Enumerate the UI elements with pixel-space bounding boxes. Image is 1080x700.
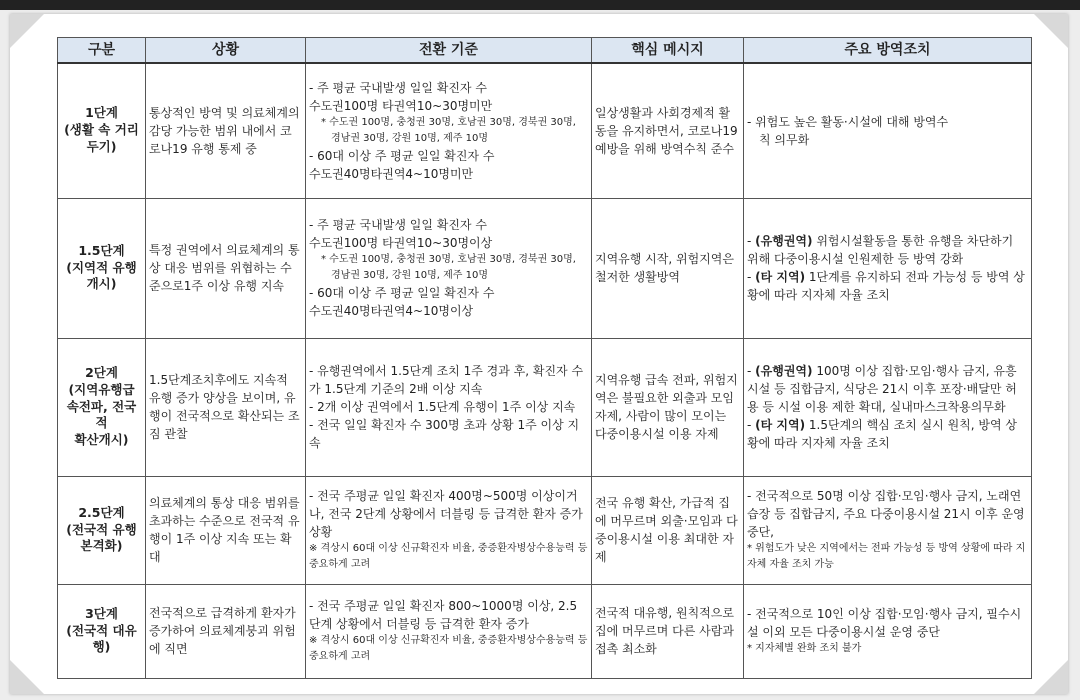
criteria-line: 수도권40명타권역4~10명미만 [309,166,474,181]
situation-cell: 특정 권역에서 의료체계의 통상 대응 범위를 위협하는 수준으로1주 이상 유행 지속 [146,198,306,338]
measure-text: 위험시설활동을 통한 유행을 차단하기 위해 다중이용시설 인원제한 등 방역 강화 [747,234,1014,266]
stage-cell [58,584,146,678]
measure-text: 1.5단계의 핵심 조치 실시 원칙, 방역 상황에 따라 지자체 자율 조치 [747,418,1017,450]
measure-line: - (유행권역) 100명 이상 집합·모임·행사 금지, 유흥시설 등 집합금지, 식당은 21시 이후 포장·배달만 허용 등 시설 이용 제한 확대, 실내마스크착용의무화 [747,364,1017,414]
distancing-stage-table [57,37,1032,679]
measure-lead: (타 지역) [755,418,806,432]
criteria-line: - 전국 주평균 일일 확진자 400명~500명 이상이거나, 전국 2단계 상황에서 더블링 등 급격한 환자 증가 상황 [309,489,583,539]
stage-cell [58,338,146,476]
measure-lead: (타 지역) [755,270,806,284]
criteria-note: 경남권 30명, 강원 10명, 제주 10명 [331,132,489,144]
stage-desc: 행) [92,639,111,655]
stage-name: 2.5단계 [78,504,125,520]
stage-cell [58,63,146,198]
criteria-note: ※ 격상시 60대 이상 신규확진자 비율, 중증환자병상수용능력 등 중요하게 고려 [309,543,588,570]
table-row [58,338,1032,476]
table-header-row [58,38,1032,64]
stage-desc: 본격화) [80,538,123,554]
stage-cell [58,476,146,584]
stage-name: 1.5단계 [78,242,125,258]
measure-text: 1단계를 유지하되 전파 가능성 등 방역 상황에 따라 지자체 자율 조치 [747,270,1025,302]
column-header: 핵심 메시지 [592,38,744,64]
measure-lead: (유행권역) [755,234,813,248]
criteria-line: - 유행권역에서 1.5단계 조치 1주 경과 후, 확진자 수가 1.5단계 기준의 2배 이상 지속 [309,364,584,396]
situation-cell: 의료체계의 통상 대응 범위를 초과하는 수준으로 전국적 유행이 1주 이상 지속 또는 확대 [146,476,306,584]
stage-desc: (전국적 유행 [66,521,137,537]
measures-cell [744,198,1032,338]
stage-desc: (지역유행급 [68,381,135,397]
stage-desc: 속전파, 전국적 [66,398,137,431]
measures-cell [744,63,1032,198]
criteria-note: * 수도권 100명, 충청권 30명, 호남권 30명, 경북권 30명, [321,254,576,265]
page-corner-fold [1034,660,1068,694]
measure-line: 칙 의무화 [759,132,810,147]
criteria-line: 수도권40명타권역4~10명이상 [309,304,474,318]
situation-cell: 전국적으로 급격하게 환자가 증가하여 의료체계붕괴 위험에 직면 [146,584,306,678]
stage-desc: (전국적 대유 [66,622,137,638]
column-header: 구분 [58,38,146,64]
measure-note: * 위험도가 낮은 지역에서는 전파 가능성 등 방역 상황에 따라 지자체 자율 조치 가능 [747,543,1026,570]
message-cell: 전국 유행 확산, 가급적 집에 머무르며 외출·모임과 다중이용시설 이용 최대한 자제 [592,476,744,584]
criteria-line: - 주 평균 국내발생 일일 확진자 수 [309,218,487,232]
measure-line: - 전국적으로 10인 이상 집합·모임·행사 금지, 필수시설 이외 모든 다중이용시설 운영 중단 [747,607,1022,639]
table-row [58,198,1032,338]
stage-desc: 개시) [86,276,117,292]
criteria-line: - 전국 일일 확진자 수 300명 초과 상황 1주 이상 지속 [309,418,580,450]
page-corner-fold [10,660,44,694]
measures-cell [744,476,1032,584]
criteria-line: - 전국 주평균 일일 확진자 800~1000명 이상, 2.5단계 상황에서 더블링 등 급격한 환자 증가 [309,599,578,631]
stage-cell [58,198,146,338]
table-row [58,63,1032,198]
message-cell: 지역유행 급속 전파, 위험지역은 불필요한 외출과 모임 자제, 사람이 많이 모이는 다중이용시설 이용 자제 [592,338,744,476]
criteria-line: 수도권100명 타권역10~30명이상 [309,236,493,250]
stage-desc: 두기) [86,139,117,155]
criteria-line: - 60대 이상 주 평균 일일 확진자 수 [309,148,495,163]
measures-cell [744,584,1032,678]
criteria-line: - 2개 이상 권역에서 1.5단계 유행이 1주 이상 지속 [309,400,576,414]
criteria-cell [306,198,592,338]
stage-desc: (생활 속 거리 [64,122,139,138]
table-row [58,476,1032,584]
criteria-cell [306,338,592,476]
column-header: 주요 방역조치 [744,38,1032,64]
stage-name: 3단계 [85,605,118,621]
message-cell: 지역유행 시작, 위험지역은 철저한 생활방역 [592,198,744,338]
criteria-note: 경남권 30명, 강원 10명, 제주 10명 [331,270,489,281]
situation-cell: 통상적인 방역 및 의료체계의 감당 가능한 범위 내에서 코로나19 유행 통제 중 [146,63,306,198]
criteria-line: 수도권100명 타권역10~30명미만 [309,98,493,113]
criteria-cell [306,584,592,678]
measure-line: - 위험도 높은 활동·시설에 대해 방역수 [747,114,949,129]
criteria-cell [306,476,592,584]
measure-line: - (타 지역) 1.5단계의 핵심 조치 실시 원칙, 방역 상황에 따라 지자체 자율 조치 [747,418,1017,450]
measure-line: - (유행권역) 위험시설활동을 통한 유행을 차단하기 위해 다중이용시설 인원제한 등 방역 강화 [747,234,1014,266]
stage-desc: (지역적 유행 [66,259,137,275]
window-top-bar [0,0,1080,10]
column-header: 상황 [146,38,306,64]
measure-note: * 지자체별 완화 조치 불가 [747,643,862,654]
measure-lead: (유행권역) [755,364,813,378]
measures-cell [744,338,1032,476]
page-corner-fold [1034,14,1068,48]
criteria-line: - 주 평균 국내발생 일일 확진자 수 [309,80,487,95]
message-cell: 일상생활과 사회경제적 활동을 유지하면서, 코로나19 예방을 위해 방역수칙 준수 [592,63,744,198]
column-header: 전환 기준 [306,38,592,64]
measure-line: - (타 지역) 1단계를 유지하되 전파 가능성 등 방역 상황에 따라 지자체 자율 조치 [747,270,1025,302]
criteria-note: * 수도권 100명, 충청권 30명, 호남권 30명, 경북권 30명, [321,116,576,128]
stage-name: 1단계 [85,105,118,121]
message-cell: 전국적 대유행, 원칙적으로 집에 머무르며 다른 사람과 접촉 최소화 [592,584,744,678]
criteria-note: ※ 격상시 60대 이상 신규확진자 비율, 중증환자병상수용능력 등 중요하게 고려 [309,635,588,662]
situation-cell: 1.5단계조치후에도 지속적 유행 증가 양상을 보이며, 유행이 전국적으로 확산되는 조짐 관찰 [146,338,306,476]
criteria-line: - 60대 이상 주 평균 일일 확진자 수 [309,286,495,300]
table-row [58,584,1032,678]
measure-line: - 전국적으로 50명 이상 집합·모임·행사 금지, 노래연습장 등 집합금지, 주요 다중이용시설 21시 이후 운영 중단, [747,489,1025,539]
criteria-cell [306,63,592,198]
stage-desc: 확산개시) [74,432,129,448]
measure-text: 100명 이상 집합·모임·행사 금지, 유흥시설 등 집합금지, 식당은 21시 이후 포장·배달만 허용 등 시설 이용 제한 확대, 실내마스크착용의무화 [747,364,1017,414]
stage-name: 2단계 [85,364,118,380]
page-corner-fold [10,14,44,48]
